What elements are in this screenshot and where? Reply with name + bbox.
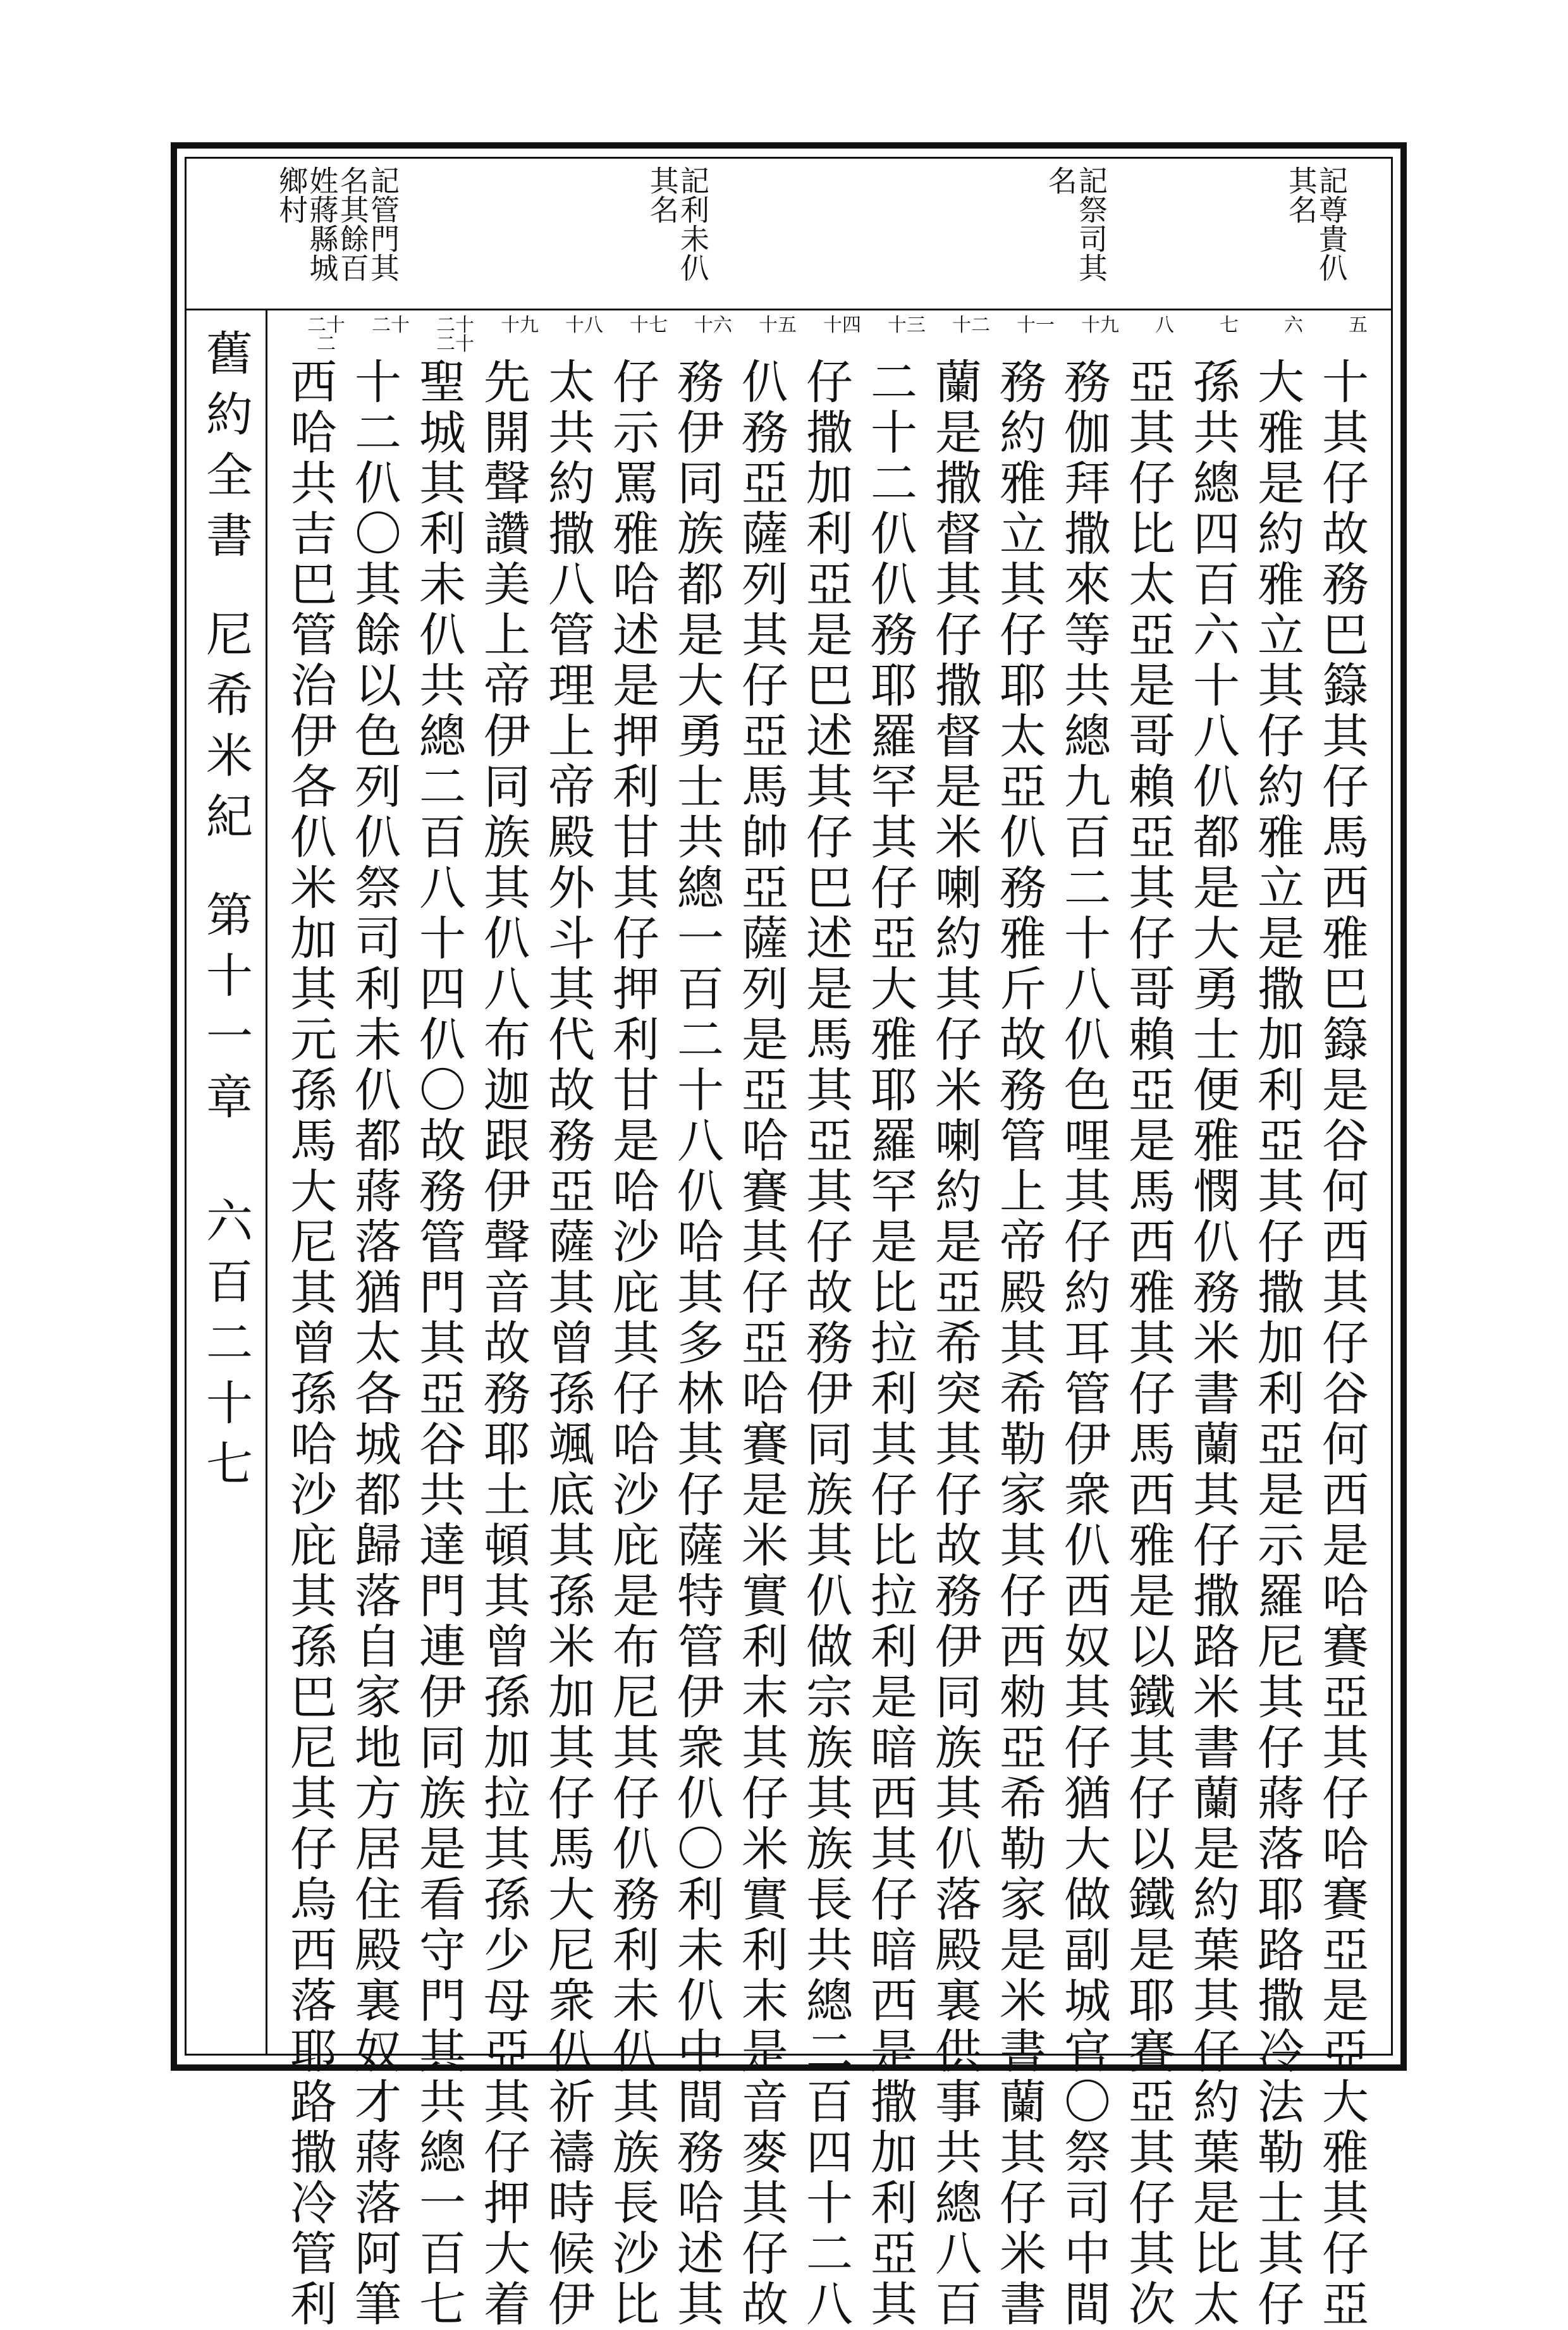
text-column: 亞其仔比太亞是哥賴亞其仔哥賴亞是馬西雅其仔馬西雅是以鐵其仔以鐵是耶賽亞其仔其次 (1121, 357, 1175, 2330)
verse-number: 二十 (372, 314, 410, 336)
book-title: 舊約全書 (199, 329, 253, 572)
verse-number: 二十二十 (436, 314, 474, 355)
text-column: 先開聲讚美上帝伊同族其仈八布迦跟伊聲音故務耶土頓其曾孫加拉其孫少母亞其仔押大着 (476, 357, 530, 2330)
verse-number: 十七 (630, 314, 668, 336)
header-note-1: 記尊貴仈其名 (1283, 166, 1349, 282)
text-column: 十二仈〇其餘以色列仈祭司利未仈都蔣落猶太各城都歸落自家地方居住殿裏奴才蔣落阿筆 (347, 357, 401, 2330)
verse-number: 七 (1220, 314, 1239, 336)
text-column: 仔撒加利亞是巴述其仔巴述是馬其亞其仔故務伊同族其仈做宗族其族長共總二百四十二八 (799, 357, 853, 2330)
verse-number: 二十二 (307, 314, 345, 355)
text-column: 聖城其利未仈共總二百八十四仈〇故務管門其亞谷共達門連伊同族是看守門其共總一百七 (412, 357, 466, 2330)
verse-number: 十九 (501, 314, 539, 336)
text-column: 大雅是約雅立其仔約雅立是撒加利亞其仔撒加利亞是示羅尼其仔蔣落耶路撒冷法勒士其仔 (1250, 357, 1304, 2330)
text-column: 蘭是撒督其仔撒督是米喇約其仔米喇約是亞希突其仔故務伊同族其仈落殿裏供事共總八百 (928, 357, 982, 2330)
chapter-label: 第十一章 (199, 890, 253, 1133)
side-title (199, 329, 253, 2036)
book-name: 尼希米紀 (199, 610, 253, 852)
header-note-2: 記祭司其名 (1043, 166, 1108, 282)
verse-number: 十三 (888, 314, 926, 336)
text-column: 務約雅立其仔耶太亞仈務雅斤故務管上帝殿其希勒家其仔西勑亞希勒家是米書蘭其仔米書 (992, 357, 1046, 2330)
text-column: 仔示罵雅哈述是押利甘其仔押利甘是哈沙庇其仔哈沙庇是布尼其仔仈務利未仈其族長沙比 (605, 357, 659, 2330)
text-column: 十其仔故務巴籙其仔馬西雅巴籙是谷何西其仔谷何西是哈賽亞其仔哈賽亞是亞大雅其仔亞 (1314, 357, 1369, 2330)
verse-number: 十六 (694, 314, 732, 336)
verse-number: 六 (1284, 314, 1303, 336)
text-column: 孫共總四百六十八仈都是大勇士便雅憫仈務米書蘭其仔撒路米書蘭是約葉其仔約葉是比太 (1185, 357, 1240, 2330)
text-column: 西哈共吉巴管治伊各仈米加其元孫馬大尼其曾孫哈沙庇其孫巴尼其仔烏西落耶路撒冷管利 (283, 357, 337, 2330)
verse-number: 十二 (952, 314, 990, 336)
text-column: 務伊同族都是大勇士共總一百二十八仈哈其多林其仔薩特管伊衆仈〇利未仈中間務哈述其 (670, 357, 724, 2330)
verse-number: 十四 (823, 314, 861, 336)
verse-number: 十五 (759, 314, 797, 336)
verse-number: 八 (1155, 314, 1174, 336)
verse-number: 十八 (565, 314, 603, 336)
verse-number: 十一 (1017, 314, 1055, 336)
text-column: 務伽拜撒來等共總九百二十八仈色哩其仔約耳管伊衆仈西奴其仔猶大做副城官〇祭司中間 (1057, 357, 1111, 2330)
verse-number: 十九 (1081, 314, 1119, 336)
header-note-3: 記利未仈其名 (645, 166, 710, 282)
verse-number: 五 (1349, 314, 1368, 336)
verse-number-row (271, 316, 1390, 354)
text-column: 仈務亞薩列其仔亞馬帥亞薩列是亞哈賽其仔亞哈賽是米實利末其仔米實利末是音麥其仔故 (734, 357, 788, 2330)
header-note-4: 記管門其名其餘百姓蔣縣城鄉村 (274, 166, 400, 282)
text-column: 二十二仈仈務耶羅罕其仔亞大雅耶羅罕是比拉利其仔比拉利是暗西其仔暗西是撒加利亞其 (863, 357, 917, 2330)
text-column: 太共約撒八管理上帝殿外斗其代故務亞薩其曾孫颯底其孫米加其仔馬大尼衆仈祈禱時候伊 (541, 357, 595, 2330)
page-number: 六百二十七 (199, 1196, 253, 1500)
